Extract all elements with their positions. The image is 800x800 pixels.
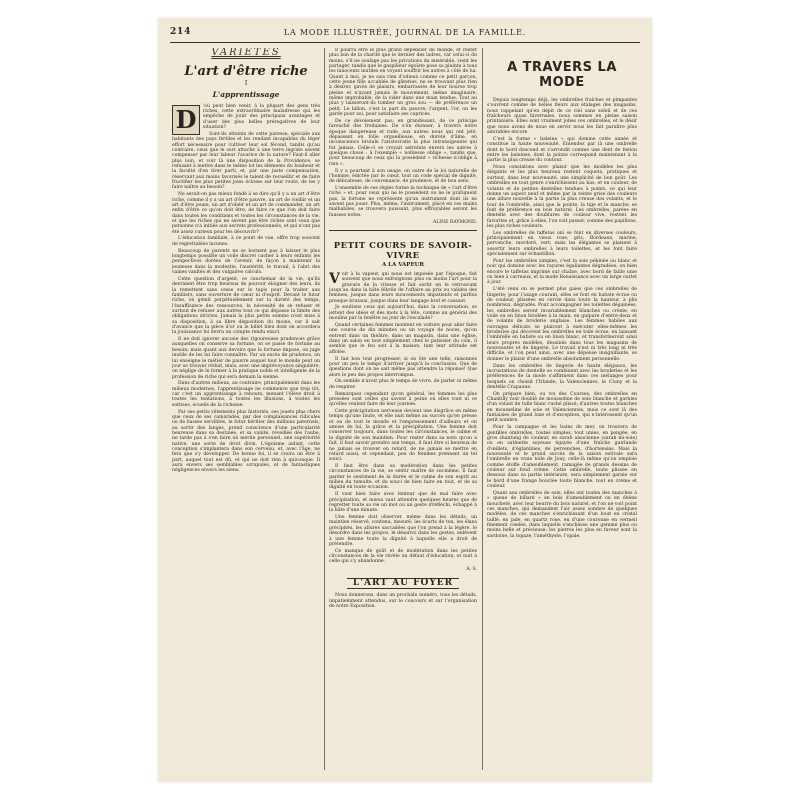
paragraph: L'ensemble de ces règles forme la technique de « l'art d'être riche » et, pour ceux qui ne le possèdent ou ne le pratiquent pas, la fortune ne représente qu'un instrument dont ils ne savent pas jouer. Plus, même, l'instrument, placé en ces mains malhabiles, se trouvera puissant, plus effroyables seront les fausses notes. — [329, 186, 477, 218]
paragraph: C'est la forme « baleine » qui domine cette année et constitue la haute nouveauté. Entendez par là une ombrelle dont le bord descend et s'arrondit comme une dent de feston entre les baleines, dont la pointe correspond maintenant à la partie la plus creuse du contour. — [487, 136, 637, 164]
section-title-art-au-foyer: L'ART AU FOYER — [347, 578, 459, 589]
page-header — [170, 27, 640, 41]
paragraph: Cette précipitation nerveuse devient une disgrâce en même temps qu'une faute, et elle nuit même au succès qu'en presse et on de tout le monde et l'empressement d'ailleurs et on amuse de lui, la grâce et la précipitation. Une femme doit conserver toujours, dans toutes les circonstances, le calme et la dignité de son maintien. Pour rester dans sa note qu'on a fait, il faut savoir prendre son temps, il faut être si heureux de ne jamais se trouver en retard, de ne jamais se mettre en retard aussi, et cependant, peu de femmes prennent un tel souci. — [329, 409, 477, 463]
paragraph: Cette question d'argent, ce cauchemar de la vie, qu'ils devraient être trop heureux de pouvoir éloigner des leurs, ils la remettent sans cesse sur le tapis pour la traiter aux familiers, sans ouverture de cœur ni d'esprit. Devant le futur riche, on gémit perpétuellement sur la dureté des temps, l'insuffisance des ressources, la nécessité de se refuser et surtout de refuser aux autres tout ce qui dépasse la limite des obligations strictes. Jamais la plus petite somme n'est mise à sa disposition, à sa libre disposition du moins, car il sait d'avance que la pièce d'or ou le billet bleu dont on accordera la jouissance lui devra un compte rendu exact. — [172, 276, 320, 336]
paragraph: Il ne doit ignorer aucune des rigoureuses prudences grâce auxquelles on conserve sa fortune, on se passe de fortune au besoin; mais quant aux devoirs que la fortune impose, on juge inutile de les lui faire connaître. Par un excès de prudence, on lui enseigne le métier de pauvre auquel tout le monde peut un jour se trouver réduit, mais, avec une imprévoyance singulière, on néglige de le former à la pratique noble et intelligente de la profession de riche qui sera demain la sienne. — [172, 337, 320, 380]
paragraph: On prépare bien, ou voi des Courses, des ombrelles en Chantilly noir doublé de mousseline de soie blanche et garnies d'un volant de tulle blanc ruché plissé; d'autres toutes blanches en mousseline de soie et Valenciennes, mais ce sont là des fantaisies de grand luxe et d'exception, qui n'intéressent qu'un petit nombre. — [487, 391, 637, 424]
column-right — [487, 48, 637, 772]
drop-cap: D — [172, 105, 200, 135]
paragraph: Dans les ombrelles de lingerie de haute élégance, les incrustations de dentelle se combinent avec les broderies et les préférences de la mode s'affirment dans ces mélanges pour lesquels on choisit l'Irlande, la Valenciennes, le Cluny et la dentelle Crapaune. — [487, 363, 637, 390]
column-left — [172, 48, 320, 772]
paragraph: Ce manque de goût et de modération dans les petites circonstances de la vie révèle un défaut d'éducation, et nuit à celle qui s'y abandonne. — [329, 548, 477, 565]
paragraph: Il pourra être le plus grand dépensier du monde, et rester plus loin de la charité que le dernier des ladres, car celui-ci du moins, s'il ne soulage pas les privations du misérable, vient les partager, tandis que le gaspilleur égoïste pose sa plainte à tous les innocents inutiles en voyant souffrir les autres à côté de lui. Quant à moi, je ne sais rien d'odieux comme ce petit garçon, cette jeune fille accablée de gâteries, ne se trouvant plus rien à désirer, gavés de plaisirs, embarrassés de leur bourse trop pleine et n'ayant jamais le mouvement, même imaginaire, même improbable, de la vider dans une main tendue. Tout au plus y laisseront-ils tomber un gros sou — de préférence un petit. Le billon, c'est la part du pauvre; l'argent, l'or, on les garde pour soi, pour satisfaire ses caprices. — [329, 48, 477, 118]
section-subtitle: A LA VAPEUR — [381, 261, 425, 268]
paragraph: Pour les ombrelles simples, c'est la soie pékinée ou blanc et noir qui domine avec les rayures égaliantes dégradées; on bien encore le taffetas imprimé sur chaîne, avec bord de faille unie ou bien à carreaux, et la mode Renaissance avec un large ourlet à jour. — [487, 258, 637, 286]
paragraph: oir à la vapeur, qui nous est imposée par l'époque, fait souvent que nous enfreignons plus ou moins l'art pour la gravure de la vitesse et fait sortir en le retrouvant jusqu'au dans la hâte fébrile de l'affaire au prix ou valides des femmes, jusque dans leurs mouvements impatients et parfois presque brutaux, jusque dans leur langage bref et cassant. — [329, 271, 477, 304]
paragraph: Nous donnerons, dans un prochain numéro, tous les détails, impatiemment attendus, sur le concours et sur l'organisation de notre Exposition. — [329, 593, 477, 610]
paragraph: Quant aux ombrelles de soie, elles ont toutes des manches à « queue de billard » en bois d'ameublement ou en ébène moucheté, avec leur beurre du bois naturel, et l'on ne voit point ces manches, qui demandent l'air assez sombre de quelques modèles, de ces manches s'enrichissant d'un bout en cristal taillé, en jade, en quartz rose, en d'une couronne en vermeil finement ciselée, dans laquelle s'enchâsse une gemme plus ou moins belle et précieuse; les pierres les plus en faveur sont la sardoine, la topaze, l'améthyste, l'opale. — [487, 490, 637, 539]
column-divider — [482, 48, 483, 770]
paragraph: Une femme doit observer, même dans les détails, un maintien réservé, contenu, mesuré; les écarts de ton, les élans précipités, les allures saccadées que l'on prend à la légère, le désordre dans les propos, le désarroi dans les gestes, enlèvent à une femme toute la dignité à laquelle elle a droit de prétendre. — [329, 515, 477, 547]
article-title: L'art d'être riche — [184, 64, 308, 80]
article-part-number: I — [244, 80, 248, 88]
paragraph: Sont-ils atteints de cette paresse, spéciale aux habitants des pays fertiles et les rendant incapables du léger effort nécessaire pour cultiver leur sol fécond, tandis qu'au contraire, ceux que le sort attache à une terre ingrate savent compenser par leur labeur l'avarice de la nature? Faut-il aller plus loin, et voir là une disposition de la Providence, se refusant à mettre dans le même lot les éléments du bonheur et la faculté d'en tirer parti, et, par une juste compensation, réservant aux moins favorisés le talent de recueillir et de faire fructifier les plus petites joies écloses sur leur route, de les y faire naître au besoin? — [172, 131, 320, 191]
paragraph: Quand certaines femmes montent en voiture pour aller faire une course de dix minutes ou un voyage de noces, qu'on entrent dans un théâtre, dans un magasin, dans une église, dans un salon en tout simplement chez le patissier du coin, il semble que le feu soit à la maison, tant leur attitude est affolée. — [329, 322, 477, 355]
paragraph: Remarquez cependant qu'en général, les femmes les plus pressées sont celles qui savent à peine où elles vont ni ce qu'elles veulent faire de leur journée. — [329, 391, 477, 408]
paragraph: Pour la campagne et les bains de mer, on trouvera de gentilles ombrelles, toutes simples, tout unies, en pongée, en gros shantung de couleur, en surah alsacienne (surah mi-soie) ou en satinette soyeuse égayée d'une fraîche guirlande d'œillets, d'églantines, de pervenches, d'hortensias. Mais la nouveauté et le grand succès de la saison estivale sera l'ombrelle en vraie toile de Jouy, celle-là même qu'on emploie comme étoffe d'ameublement, ramagée de grands dessins de couleur sur fond crème. Cette ombrelle, toute plissée en dessous dans sa partie intérieure, sera simplement garnie sur le bord d'une frange bouclée toute blanche, tout en crème et couleur. — [487, 425, 637, 490]
journal-title: LA MODE ILLUSTRÉE, JOURNAL DE LA FAMILLE. — [283, 28, 527, 37]
section-heading-varietes: VARIÉTÉS — [211, 48, 281, 58]
paragraph: Il faut être dans sa modération dans les petites circonstances de la vie, se sentir maître de soi-même. Il faut garder le sentiment de la durée et le calme de son esprit au milieu du tumulte, et du souci de bien faire en tout, et de sa dignité en toute occasion. — [329, 464, 477, 491]
paragraph: Il fait bon tout progresser, si on ôte une telle, raisonnez pour un peu le temps d'arriver jusqu'à la conclusion. Que de questions dont on ne sait même pas attendre la réponse! Que alors le peu des propos interrompus. — [329, 356, 477, 378]
section-title-savoir-vivre: PETIT COURS DE SAVOIR-VIVRE — [333, 240, 473, 261]
paragraph: Depuis longtemps déjà, les ombrelles fraîches et pimpantes s'ouvrent comme de belles fleurs aux étalages des magasins, nous rappelant qu'en dépit de ce ciel sans soleil et de ces fraîcheurs quasi hivernales, nous sommes en pleine saison printanière. Elles sont vraiment jolies ces ombrelles, et le désir que nous avons de nous en servir nous les fait paraître plus adorables encore. — [487, 98, 637, 136]
paragraph: 'où peut bien venir, à la plupart des gens très riches, cette extraordinaire maladresse qui les empêche de jouir des principaux avantages et d'user des plus belles prérogatives de leur situation? — [203, 103, 320, 131]
paragraph: Il vaut bien faire avec lenteur que de mal faire avec précipitation, et mieux vaut attendre quelques heures que de regretter toute sa vie un mot ou un geste irréfléchi, échappé à la hâte d'une minute. — [329, 492, 477, 514]
paragraph: Par ses petits vêtements plus historiés, ses jouets plus chers que ceux de ses camarades, par des complaisances ridicules ou de basses servilités, le futur héritier des millions paternels, au sortir des langes, prend conscience d'une particularité heureuse dans sa destinée, et sa vanité, réveillée dès l'aube, ne tarde pas à s'en faire un mérite personnel, une supériorité native, une sorte de droit divin. L'égoïsme aidant, cette conception s'implantera dans son cerveau, et, avec l'âge, ne fera que s'y développer. De bonne foi, il se croira un être à part, auquel tout est dû, et qui ne doit rien à quiconque. Il aura envers ses semblables scrupules, et de fantastiques négligences envers les siens. — [172, 409, 320, 474]
magazine-page — [158, 18, 652, 782]
column-divider — [324, 48, 325, 770]
paragraph: Nous constatons avec plaisir que les modèles les plus élégants et les plus heureux restent coquets, pratiques et surtout, dans leur nouveauté, une simplicité de bon goût. Les ombrelles en tout genre s'enrichissent au bas, et en couleur, de volants et de petites dentelles tendues à points, ce qui leur donne un aspect neuf et même par la teinte grise des couleurs une allure nouvelle à la partie la plus creuse des volants, et le tour de l'ombrelle, ainsi que la pointe, la tige et le manche, se font de préférence en bois naturel. Les ombrelles, parées en dentelle avec des doublures de couleur vive, restent les favorites et, grâce à elles, l'on voit passer, comme des papillons, les plus riches couleurs. — [487, 165, 637, 229]
paragraph: Il y a pourtant à son usage, on outre de la loi naturelle de l'homme, édictée par le cœur, tout un code spécial de dignité, de délicatesse, de convenance, de prudence, et de bon sens. — [329, 168, 477, 185]
paragraph: L'éducation familiale, à ce point de vue, offre trop souvent de regrettables lacunes. — [172, 236, 320, 247]
header-rule — [170, 42, 640, 43]
paragraph: Les ombrelles de taffetas uni se font en diverses couleurs, principalement en vieux rose, gris, Bordeaux, marine, pervenche, mordoré, vert; mais les élégantes se plaisent à assortir leurs ombrelles à leurs toilettes, et les font faire spécialement sur échantillon. — [487, 230, 637, 258]
section-divider — [329, 230, 477, 231]
paragraph: On semble n'avoir plus le temps de vivre, de parler ni même de respirer. — [329, 379, 477, 390]
paragraph: Ne serait-on pas mieux fondé à se dire qu'il y a un art d'être riche, comme il y a un art d'être pauvre, un art de vieillir et un art d'être jeune, un art d'obéir et un art de commander, un art enfin d'être ce qu'on doit être, de faire ce que l'on doit faire dans toutes les conditions et toutes les circonstances de la vie, et que les riches qui ne savent pas être riches sont ceux que personne n'a initiés aux secrets professionnels, et qui n'ont pas été assez curieux pour les découvrir? — [172, 192, 320, 235]
paragraph: Beaucoup de parents ne se bornent pas à laisser le plus longtemps possible un voile discret cacher à leurs enfants les perspectives dorées de l'avenir, de façon à maintenir la jeunesse dans la modestie, l'austérité, le travail, à l'abri des vaines vanités et des vulgaires calculs. — [172, 248, 320, 275]
section-title-a-travers-la-mode: A TRAVERS LA MODE — [507, 60, 617, 90]
paragraph: Je soutiens ceux qui aujourd'hui, dans la conversation, se jettent des idées et des mots à la tête, comme un général des moulins par la fenêtre au jour de l'escalade? — [329, 305, 477, 322]
author-signature: A. S. — [466, 566, 477, 572]
author-signature: ALINE RAYMOND. — [432, 220, 477, 226]
article-subtitle: L'apprentissage — [212, 89, 280, 99]
paragraph: De ce dévoiement pas, en grandissant, de ce principe farouché des fredaines. De s'en étonner, à travers notre époque dangereuse et rude, aux autres nous qui ont jeté, dépassent en folie orgueilleuse, en dureté d'âme, en inconscience brutale l'aristocratie la plus intransigeante qui fut jamais. Celle-ci se croyait astreinte envers les autres à quelque chose : à l'exemple « noblesse oblige », tandis que, pour beaucoup de ceux qui la possèdent « richesse n'oblige à rien ». — [329, 118, 477, 167]
page-number: 214 — [170, 27, 192, 37]
paragraph: Dans d'autres milieux, au contraire, principalement dans les milieux modernes, l'apprentissage ne commence que trop tôt, car c'est un apprentissage à rebours, menant l'élève droit à toutes les tentations, à toutes les illusions, à toutes les sottises, écueils de la richesse. — [172, 381, 320, 408]
column-middle — [329, 48, 477, 772]
drop-cap: V — [329, 270, 340, 287]
paragraph: L'été venu on se permet plus gaies que ces ombrelles de lingerie; pour l'usage courant, elles se font en batiste écrue ou de couleur, plissées en cercle dans toute la hauteur, à plis nombreux, dégradés. Pour accompagner les toilettes dégainées, les ombrelles seront invariablement blanches ou crème, en voile ou en linon brodées à la main, en guipure d'entre-deux et de volants de broderie anglaise. Les femmes habiles aux ouvrages délicats se plairont à exécuter elles-mêmes les broderies qui décorent les ombrelles en toile écrue, en laissant l'ombrelle en batiste ou en linon blanc, et transformeront ainsi leurs propres modèles, dessinés dans tous les magasins de nouveautés et de lingerie. Le travail n'est ni très long ni très difficile, et l'on peut ainsi, avec une dépense insignifiante, se donner le plaisir d'une ombrelle absolument personnelle. — [487, 287, 637, 362]
